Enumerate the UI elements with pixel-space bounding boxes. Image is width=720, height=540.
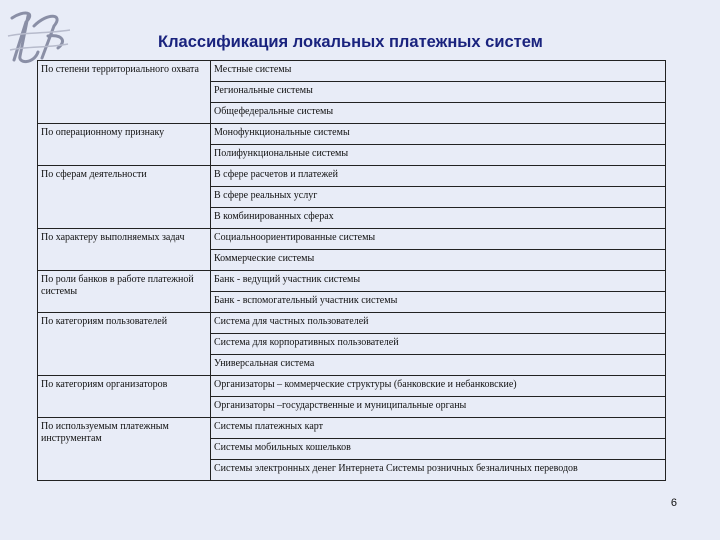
type-cell: Системы электронных денег Интернета Системы розничных безналичных переводов [211,460,666,481]
type-cell: В комбинированных сферах [211,208,666,229]
table-row [38,166,666,187]
table-row [38,313,666,334]
type-cell: Системы платежных карт [211,418,666,439]
type-cell: Система для корпоративных пользователей [211,334,666,355]
type-cell: Системы мобильных кошельков [211,439,666,460]
category-cell: По сферам деятельности [38,166,211,229]
type-cell: В сфере расчетов и платежей [211,166,666,187]
type-cell: Монофункциональные системы [211,124,666,145]
type-cell: Организаторы –государственные и муниципальные органы [211,397,666,418]
page-title: Классификация локальных платежных систем [158,33,543,51]
type-cell: Общефедеральные системы [211,103,666,124]
table-row [38,376,666,397]
type-cell: В сфере реальных услуг [211,187,666,208]
category-cell: По роли банков в работе платежной системы [38,271,211,313]
table-row [38,124,666,145]
type-cell: Банк - вспомогательный участник системы [211,292,666,313]
category-cell: По категориям пользователей [38,313,211,376]
type-cell: Региональные системы [211,82,666,103]
table-row [38,61,666,82]
table-row [38,271,666,292]
classification-table [37,60,666,481]
type-cell: Организаторы – коммерческие структуры (банковские и небанковские) [211,376,666,397]
table-row [38,418,666,439]
table-row [38,229,666,250]
type-cell: Социальноориентированные системы [211,229,666,250]
category-cell: По степени территориального охвата [38,61,211,124]
category-cell: По операционному признаку [38,124,211,166]
type-cell: Универсальная система [211,355,666,376]
type-cell: Полифункциональные системы [211,145,666,166]
type-cell: Местные системы [211,61,666,82]
type-cell: Банк - ведущий участник системы [211,271,666,292]
page-number: 6 [670,497,677,509]
category-cell: По категориям организаторов [38,376,211,418]
category-cell: По характеру выполняемых задач [38,229,211,271]
type-cell: Коммерческие системы [211,250,666,271]
category-cell: По используемым платежным инструментам [38,418,211,481]
type-cell: Система для частных пользователей [211,313,666,334]
logo-monogram-icon [4,6,74,68]
